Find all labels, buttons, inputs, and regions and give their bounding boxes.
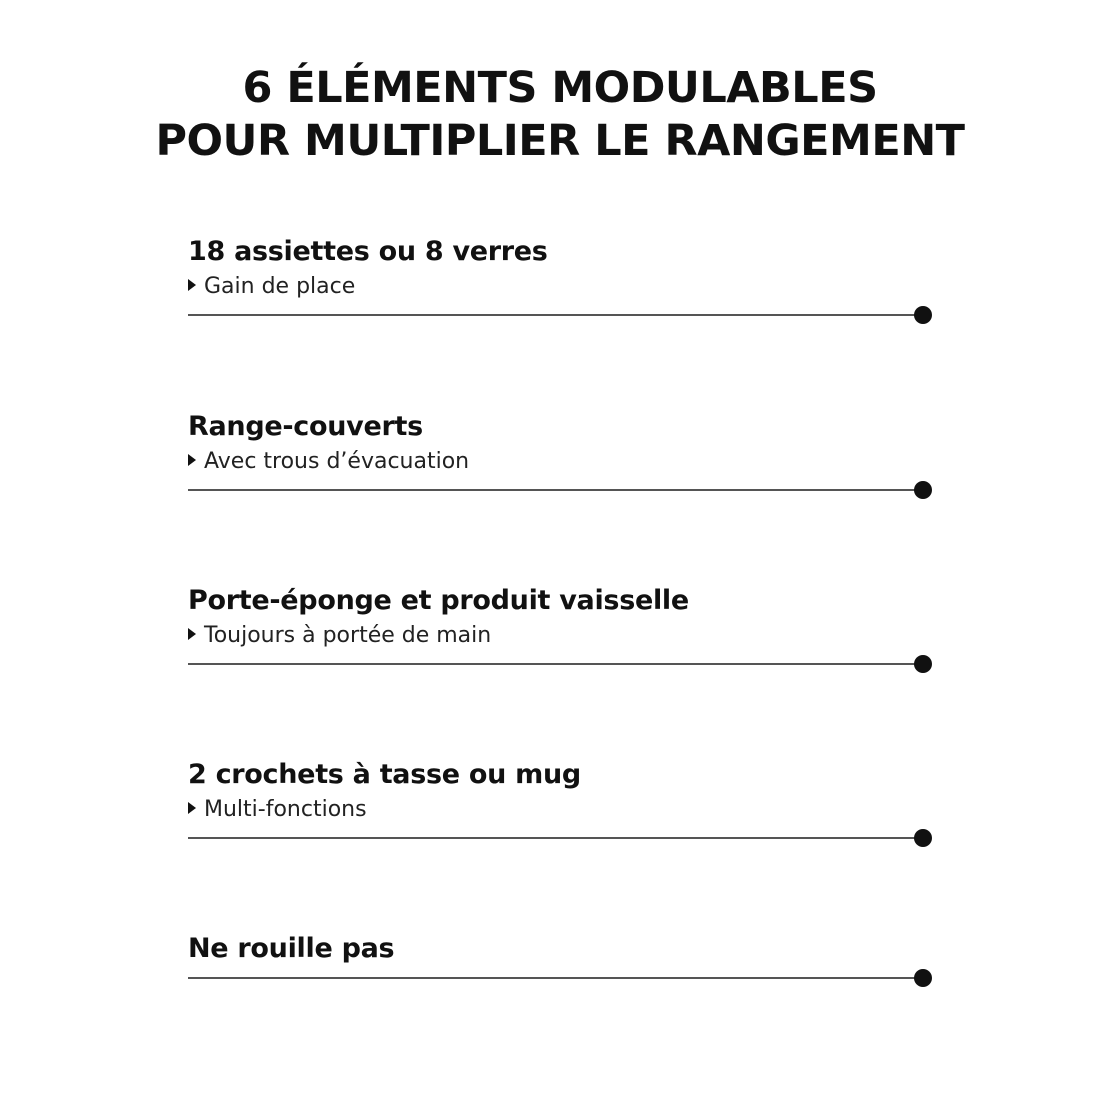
feature-subtitle-text: Gain de place	[204, 274, 356, 299]
feature-title: 2 crochets à tasse ou mug	[188, 759, 581, 790]
dot-marker	[914, 655, 932, 673]
triangle-right-icon	[188, 628, 196, 640]
divider-line	[188, 314, 923, 316]
page-title	[0, 62, 1120, 168]
feature-title: Ne rouille pas	[188, 933, 395, 964]
divider-line	[188, 663, 923, 665]
divider-line	[188, 837, 923, 839]
divider-line	[188, 977, 923, 979]
feature-title: 18 assiettes ou 8 verres	[188, 236, 548, 267]
feature-subtitle	[188, 449, 469, 475]
feature-subtitle-text: Toujours à portée de main	[204, 623, 492, 648]
triangle-right-icon	[188, 279, 196, 291]
feature-subtitle-text: Multi-fonctions	[204, 797, 367, 822]
dot-marker	[914, 306, 932, 324]
page-title-line-2: POUR MULTIPLIER LE RANGEMENT	[155, 116, 965, 166]
feature-title: Range-couverts	[188, 411, 423, 442]
dot-marker	[914, 829, 932, 847]
feature-subtitle	[188, 797, 367, 823]
triangle-right-icon	[188, 802, 196, 814]
dot-marker	[914, 969, 932, 987]
feature-subtitle	[188, 274, 355, 300]
feature-subtitle	[188, 623, 491, 649]
feature-title: Porte-éponge et produit vaisselle	[188, 585, 689, 616]
dot-marker	[914, 481, 932, 499]
triangle-right-icon	[188, 454, 196, 466]
divider-line	[188, 489, 923, 491]
feature-subtitle-text: Avec trous d’évacuation	[204, 449, 470, 474]
page-title-line-1: 6 ÉLÉMENTS MODULABLES	[242, 63, 878, 113]
